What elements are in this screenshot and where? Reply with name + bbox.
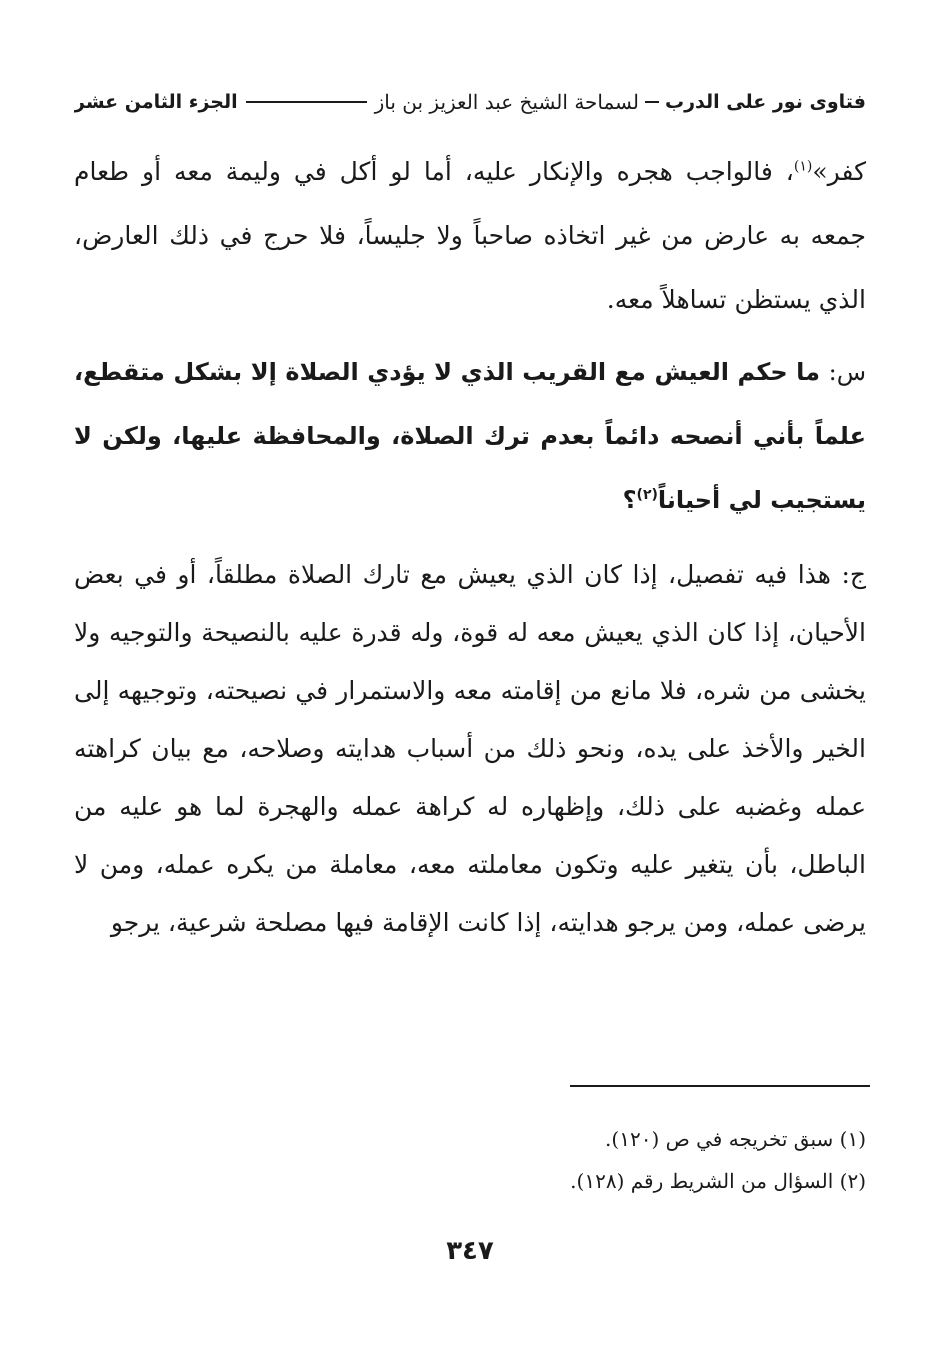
paragraph-continuation xyxy=(74,140,866,332)
header-volume: الجزء الثامن عشر xyxy=(74,91,238,113)
answer-label: ج: xyxy=(841,560,866,589)
header-book-title: فتاوى نور على الدرب xyxy=(665,91,866,113)
paragraph-text-start: كفر» xyxy=(812,157,866,186)
footnote-1: (١) سبق تخريجه في ص (١٢٠). xyxy=(605,1127,866,1151)
footnote-ref-1: (١) xyxy=(793,158,813,175)
question-paragraph xyxy=(74,340,866,532)
page-number: ٣٤٧ xyxy=(446,1236,494,1266)
question-label: س: xyxy=(828,358,866,386)
footnote-2: (٢) السؤال من الشريط رقم (١٢٨). xyxy=(570,1169,866,1193)
footnote-divider xyxy=(570,1085,870,1087)
header-separator xyxy=(645,101,659,103)
question-text: ما حكم العيش مع القريب الذي لا يؤدي الصلاة إلا بشكل متقطع، علماً بأني أنصحه دائماً بعدم ترك الصلاة، والمحافظة عليها، ولكن لا يستجيب لي أحياناً xyxy=(74,358,866,514)
header-rule xyxy=(246,101,367,103)
running-header xyxy=(74,82,866,122)
answer-paragraph xyxy=(74,546,866,952)
question-end-mark: ؟ xyxy=(622,486,637,514)
footnotes xyxy=(74,1118,866,1202)
answer-text: هذا فيه تفصيل، إذا كان الذي يعيش مع تارك الصلاة مطلقاً، أو في بعض الأحيان، إذا كان الذي يعيش معه له قوة، وله قدرة عليه بالنصيحة والتوجيه ولا يخشى من شره، فلا مانع من إقامته معه والاستمرار في نصيحته، وتوجيهه إلى الخير والأخذ على يده، ونحو ذلك من أسباب هدايته وصلاحه، مع بيان كراهته عمله وغضبه على ذلك، وإظهاره له كراهة عمله والهجرة لما هو عليه من الباطل، بأن يتغير عليه وتكون معاملته معه، معاملة من يكره عمله، ومن لا يرضى عمله، ومن يرجو هدايته، إذا كانت الإقامة فيها مصلحة شرعية، يرجو xyxy=(74,560,866,937)
header-author: لسماحة الشيخ عبد العزيز بن باز xyxy=(374,90,639,114)
paragraph-text-rest: ، فالواجب هجره والإنكار عليه، أما لو أكل في وليمة معه أو طعام جمعه به عارض من غير اتخاذه صاحباً ولا جليساً، فلا حرج في ذلك العارض، الذي يستظن تساهلاً معه. xyxy=(74,157,866,314)
footnote-ref-2: (٢) xyxy=(636,487,658,503)
